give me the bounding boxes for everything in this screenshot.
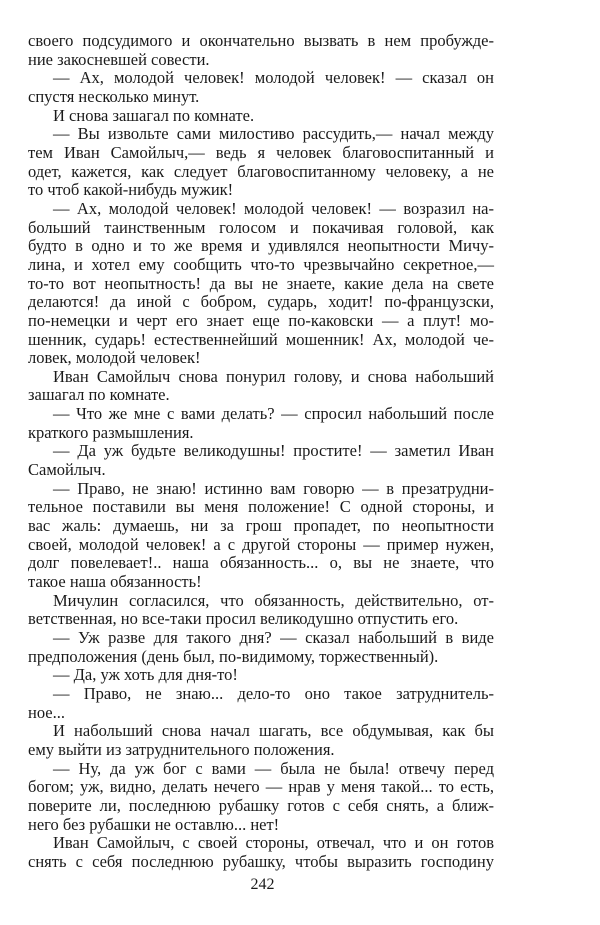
text-line: Самойлыч. <box>28 460 106 480</box>
text-line: — Ну, да уж бог с вами — была не была! отвечу перед <box>53 758 494 778</box>
text-line: больший таинственным голосом и покачивая головой, как <box>28 217 494 237</box>
text-line: тельное поставили вы меня положение! С одной стороны, и <box>28 497 494 517</box>
text-line: будто в одно и то же время и удивлялся неопытности Мичу- <box>28 236 494 256</box>
text-line: поверите ли, последнюю рубашку готов с себя снять, а ближ- <box>28 795 494 815</box>
text-line: ное... <box>28 702 65 722</box>
text-line: богом; уж, видно, делать нечего — нрав у меня такой... то есть, <box>28 777 494 797</box>
text-line: одет, кажется, как следует благовоспитанному человеку, а не <box>28 161 494 181</box>
text-line: — Вы извольте сами милостиво рассудить,— начал между <box>53 124 494 144</box>
text-line: И набольший снова начал шагать, все обдумывая, как бы <box>53 721 494 741</box>
text-line: ему выйти из затруднительного положения. <box>28 739 335 759</box>
text-line: лина, и хотел ему сообщить что-то чрезвычайно секретное,— <box>28 254 494 274</box>
text-line: зашагал по комнате. <box>28 385 170 405</box>
text-line: то чтоб какой-нибудь мужик! <box>28 180 234 200</box>
text-line: краткого размышления. <box>28 422 194 442</box>
text-line: то-то вот неопытность! да вы не знаете, какие дела на свете <box>28 273 494 293</box>
page-number: 242 <box>250 876 275 893</box>
text-line: — Да, уж хоть для дня-то! <box>53 665 238 685</box>
text-line: — Да уж будьте великодушны! простите! — заметил Иван <box>53 441 494 461</box>
text-line: — Уж разве для такого дня? — сказал набольший в виде <box>53 628 494 647</box>
text-line: ние закосневшей совести. <box>28 49 210 69</box>
text-line: вас жаль: думаешь, ни за грош пропадет, по неопытности <box>28 516 494 536</box>
text-line: своей, молодой человек! а с другой стороны — пример нужен, <box>28 534 494 554</box>
text-line: него без рубашки не оставлю... нет! <box>28 814 280 834</box>
text-line: такое наша обязанность! <box>28 572 202 592</box>
text-line: — Право, не знаю! истинно вам говорю — в презатрудни- <box>53 478 494 498</box>
text-line: спустя несколько минут. <box>28 86 200 106</box>
text-line: Мичулин согласился, что обязанность, действительно, от- <box>53 590 494 610</box>
text-line: — Что же мне с вами делать? — спросил набольший после <box>53 404 494 424</box>
book-page-text <box>28 32 494 872</box>
text-line: своего подсудимого и окончательно вызвать в нем пробужде- <box>28 31 494 50</box>
text-line: — Ах, молодой человек! молодой человек! — сказал он <box>53 68 494 88</box>
text-line: И снова зашагал по комнате. <box>53 105 255 125</box>
text-line: снять с себя последнюю рубашку, чтобы выразить господину <box>28 851 494 871</box>
text-line: Иван Самойлыч, с своей стороны, отвечал, что и он готов <box>53 833 494 853</box>
text-line: — Ах, молодой человек! молодой человек! — возразил на- <box>53 198 494 218</box>
text-line: по-немецки и черт его знает еще по-каковски — а плут! мо- <box>28 310 494 330</box>
text-line: долг повелевает!.. наша обязанность... о, вы не знаете, что <box>28 553 494 573</box>
text-line: тем Иван Самойлыч,— ведь я человек благовоспитанный и <box>28 142 494 162</box>
text-line: ветственная, но все-таки просил великодушно отпустить его. <box>28 609 459 629</box>
text-line: шенник, сударь! естественнейший мошенник! Ах, молодой че- <box>28 329 494 349</box>
text-line: делаются! да иной с бобром, сударь, ходит! по-французски, <box>28 292 494 312</box>
text-line: предположения (день был, по-видимому, торжественный). <box>28 646 439 666</box>
text-line: ловек, молодой человек! <box>28 348 201 368</box>
text-line: Иван Самойлыч снова понурил голову, и снова набольший <box>53 366 494 386</box>
text-line: — Право, не знаю... дело-то оно такое затруднитель- <box>53 683 494 703</box>
